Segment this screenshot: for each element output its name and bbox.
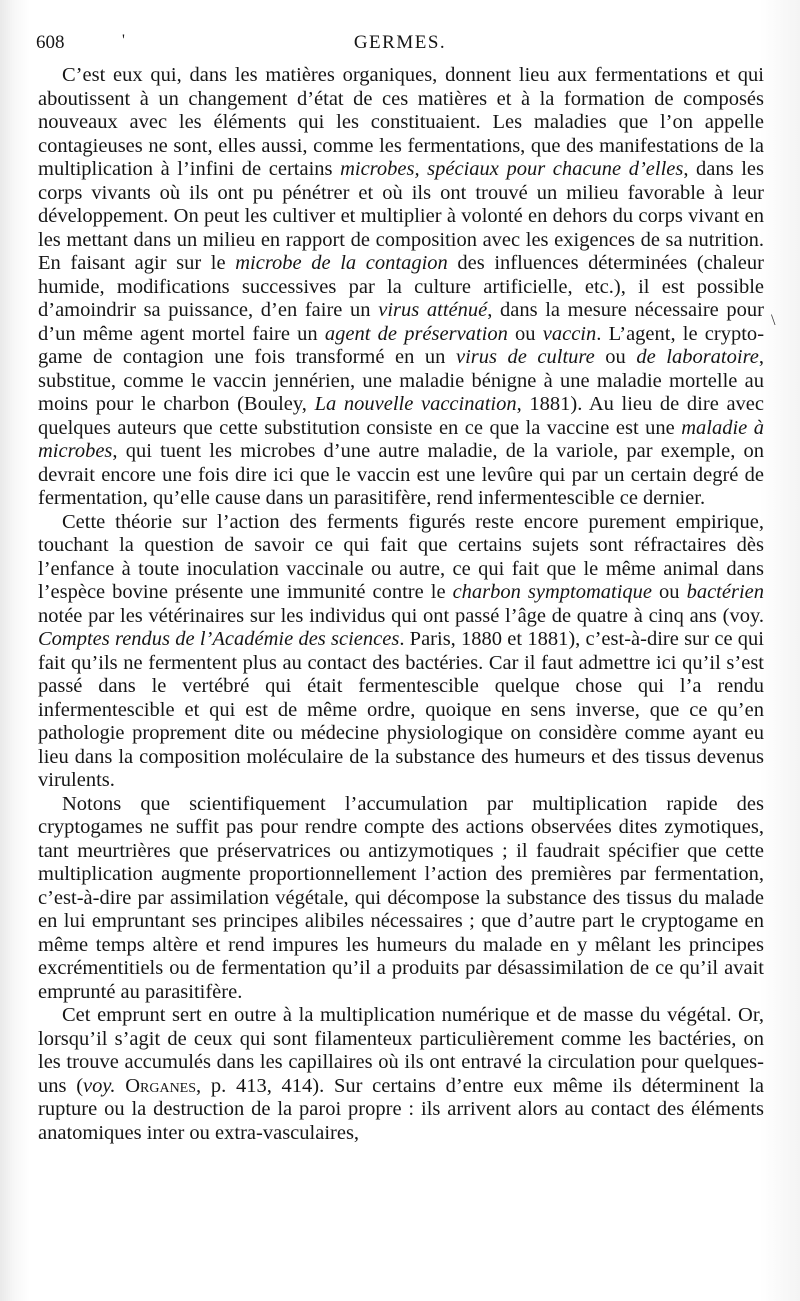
italic-run: microbe de la contagion	[235, 252, 448, 274]
text-run: ou	[594, 346, 637, 368]
paragraph-4	[38, 1004, 764, 1145]
paragraph-2	[38, 511, 764, 793]
margin-mark: \	[771, 312, 776, 329]
italic-run: maladie à microbes	[38, 416, 764, 462]
text-run: des influences déterminées (chaleur humide, modifications successives par la culture artificielle, etc.), il est possible d’amoindrir sa puissance, d’en faire un	[38, 252, 764, 321]
italic-run: Comptes rendus de l’Académie des sciences	[38, 628, 400, 650]
running-title: GERMES.	[353, 32, 447, 53]
text-run: ou	[507, 322, 543, 345]
text-run	[115, 1075, 125, 1097]
text-run: , qui tuent les microbes d’une autre maladie, de la variole, par exemple, on devrait encore une fois dire ici que le vaccin est une levûre qui par un certain degré de fermentation, qu’elle cause dans un parasitifère, rend infermentescible ce dernier.	[38, 440, 764, 509]
text-run: , dans les corps vivants où ils ont pu pénétrer et où ils ont trouvé un milieu favorable à leur développement. On peut les cultiver et multiplier à volonté en dehors du corps vivant en les mettant dans un milieu en rapport de composition avec les exigences de sa nutrition. En faisant agir sur le	[38, 158, 764, 274]
text-run: . Paris, 1880 et 1881), c’est-à-dire sur ce qui fait qu’ils ne fermentent plus au contact des bactéries. Car il faut admettre ici qu’il s’est passé dans le vertébré qui était fermentescible quelque chose qui l’a rendu infermentescible et qui est de même ordre, quoique en sens inverse, que ce qu’en pathologie proprement dite ou médecine physiologique on considère comme ayant eu lieu dans la composition moléculaire de la substance des humeurs et des tissus devenus virulents.	[38, 628, 765, 791]
italic-run: virus de culture	[455, 346, 595, 368]
header-mark: '	[122, 32, 125, 49]
italic-run: vaccin	[542, 322, 597, 345]
italic-run: de laboratoire	[636, 346, 759, 368]
italic-run: charbon symptomatique	[452, 581, 653, 603]
text-run: ou	[652, 581, 687, 603]
text-run: , p. 413, 414). Sur certains d’entre eux même ils déterminent la rupture ou la destruction de la paroi propre : ils arrivent alors au contact des éléments anatomiques inter ou extra-vasculaires,	[38, 1074, 764, 1144]
text-run: , dans la mesure nécessaire pour d’un même agent mortel faire un	[38, 299, 764, 345]
text-run: Cet emprunt sert en outre à la multiplication numérique et de masse du végétal. Or, lorsqu’il s’agit de ceux qui sont filamenteux particulièrement comme les bactéries, on les trouve accumulés dans les capillaires où ils ont entravé la circulation pour quelques-uns (	[38, 1004, 764, 1097]
running-head	[36, 30, 764, 56]
text-run: notée par les vétérinaires sur les individus qui ont passé l’âge de quatre à cinq ans (voy.	[38, 604, 764, 627]
body-text	[38, 64, 764, 1145]
italic-run: agent de préservation	[324, 322, 508, 345]
italic-run: bactérien	[686, 581, 764, 603]
text-run: Cette théorie sur l’action des ferments figurés reste encore purement empirique, touchant la question de savoir ce qui fait que certains sujets sont réfractaires dès l’enfance à toute inoculation vaccinale ou autre, ce qui fait que le même animal dans l’espèce bovine présente une immunité contre le	[38, 510, 764, 603]
italic-run: voy.	[83, 1074, 116, 1097]
italic-run: virus atténué	[378, 299, 488, 321]
text-run: C’est eux qui, dans les matières organiques, donnent lieu aux fermentations et qui aboutissent à un changement d’état de ces matières et à la formation de composés nouveaux avec les éléments qui les constituaient. Les maladies que l’on appelle contagieuses ne sont, elles aussi, comme les fermentations, que des manifestations de la multiplication à l’infini de certains	[38, 64, 764, 180]
text-run: , substitue, comme le vaccin jennérien, une maladie bénigne à une maladie mortelle au moins pour le charbon (Bouley,	[38, 346, 765, 415]
text-run: . L’agent, le cryptogame de contagion une fois transformé en un	[38, 322, 765, 368]
italic-run: La nouvelle vaccination	[314, 393, 517, 415]
small-caps-run: Organes	[125, 1074, 197, 1097]
paragraph-3	[38, 793, 764, 1005]
text-run: Notons que scientifiquement l’accumulation par multiplication rapide des cryptogames ne suffit pas pour rendre compte des actions observées dites zymotiques, tant meurtrières que préservatrices ou antizymotiques ; il faudrait spécifier que cette multiplication augmente proportionnellement l’action des premières par fermentation, c’est-à-dire par assimilation végétale, qui décompose la substance des tissus du malade en lui empruntant ses principes alibiles nécessaires ; que d’autre part le cryptogame en même temps altère et rend impures les humeurs du malade en y mêlant les principes excrémentitiels ou de fermentation qu’il a produits par désassimilation de ce qu’il avait emprunté au parasitifère.	[38, 792, 764, 1003]
page-number: 608	[36, 32, 65, 53]
italic-run: microbes, spéciaux pour chacune d’elles	[340, 158, 684, 180]
paragraph-1	[38, 64, 764, 511]
text-run: , 1881). Au lieu de dire avec quelques auteurs que cette substitution consiste en ce que la vaccine est une	[38, 393, 764, 439]
